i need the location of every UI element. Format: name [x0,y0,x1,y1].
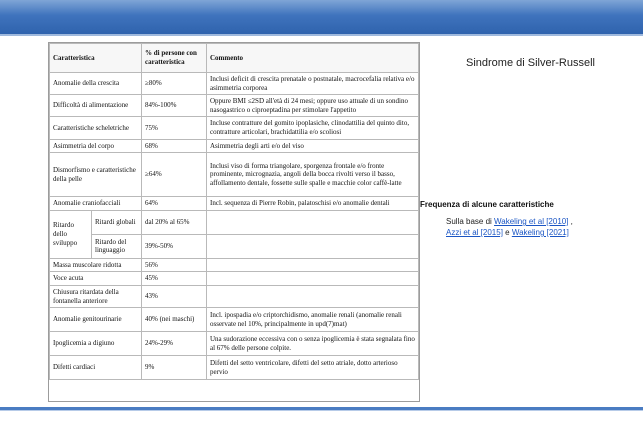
row-percent: 56% [142,258,207,272]
table-row [50,153,419,197]
row-comment: Oppure BMI ≤2SD all'età di 24 mesi; oppure uso attuale di un sondino nasogastrico o ciproeptadina per stimolare l'appetito [207,95,419,117]
row-percent: 24%-29% [142,332,207,356]
table-row [50,308,419,332]
row-comment: Incl. sequenza di Pierre Robin, palatoschisi e/o anomalie dentali [207,197,419,211]
row-percent: 64% [142,197,207,211]
table-row [50,258,419,272]
table-header-row [50,44,419,73]
row-feature: Difficoltà di alimentazione [50,95,142,117]
header-feature: Caratteristica [50,44,142,73]
row-percent: 9% [142,356,207,380]
row-feature: Anomalie della crescita [50,73,142,95]
side-heading: Frequenza di alcune caratteristiche [420,200,554,209]
row-comment: Asimmetria degli arti e/o del viso [207,139,419,153]
row-comment [207,258,419,272]
table-row [50,139,419,153]
row-comment [207,272,419,286]
row-comment: Incluse contratture del gomito ipoplasiche, clinodattilia del quinto dito, contratture articolari, brachidattilia e/o scoliosi [207,117,419,139]
title-bar [0,0,643,34]
row-comment: Incl. ipospadia e/o criptorchidismo, anomalie renali (anomalie renali osservate nel 10%, principalmente in upd(7)mat) [207,308,419,332]
link-wakeling-2010[interactable]: Wakeling et al [2010] [494,217,569,226]
footer-divider-light [0,410,643,411]
row-comment [207,210,419,234]
table-row [50,95,419,117]
row-feature: Dismorfismo e caratteristiche della pelle [50,153,142,197]
delay-sub-language: Ritardo del linguaggio [92,234,142,258]
delay-pct-global: dal 20% al 65% [142,210,207,234]
features-table [49,43,419,380]
delay-sub-global: Ritardi globali [92,210,142,234]
link-azzi-2015[interactable]: Azzi et al [2015] [446,228,503,237]
row-percent: 43% [142,285,207,307]
header-percent: % di persone con caratteristica [142,44,207,73]
table-row [50,332,419,356]
link-wakeling-2021[interactable]: Wakeling [2021] [511,228,569,237]
source-prefix: Sulla base di [446,217,495,226]
source-sep1: , [568,217,573,226]
table-row [50,210,419,234]
row-comment: Difetti del setto ventricolare, difetti del setto atriale, dotto arterioso pervio [207,356,419,380]
row-feature: Massa muscolare ridotta [50,258,142,272]
row-feature: Difetti cardiaci [50,356,142,380]
row-feature: Voce acuta [50,272,142,286]
delay-label: Ritardo dello sviluppo [50,210,92,258]
source-citation [446,216,626,238]
row-percent: 84%-100% [142,95,207,117]
row-percent: 45% [142,272,207,286]
row-percent: 40% (nei maschi) [142,308,207,332]
delay-pct-language: 39%-50% [142,234,207,258]
row-comment: Inclusi viso di forma triangolare, sporgenza frontale e/o fronte prominente, micrognazia, angoli della bocca rivolti verso il basso, affollamento dentale, fossette sulle spalle e macchie color caffè-latte [207,153,419,197]
row-comment: Inclusi deficit di crescita prenatale o postnatale, macrocefalia relativa e/o asimmetria corporea [207,73,419,95]
row-feature: Anomalie genitourinarie [50,308,142,332]
row-feature: Chiusura ritardata della fontanella anteriore [50,285,142,307]
row-percent: ≥64% [142,153,207,197]
table-row [50,285,419,307]
table-row [50,234,419,258]
row-comment [207,285,419,307]
row-feature: Asimmetria del corpo [50,139,142,153]
row-percent: 75% [142,117,207,139]
header-divider [0,34,643,36]
row-feature: Caratteristiche scheletriche [50,117,142,139]
features-table-image [48,42,420,402]
table-row [50,117,419,139]
row-comment [207,234,419,258]
row-percent: ≥80% [142,73,207,95]
slide-title: Sindrome di Silver-Russell [466,57,595,69]
table-row [50,272,419,286]
row-percent: 68% [142,139,207,153]
row-feature: Ipoglicemia a digiuno [50,332,142,356]
table-row [50,356,419,380]
table-row [50,197,419,211]
table-row [50,73,419,95]
source-sep2: e [502,228,512,237]
header-comment: Commento [207,44,419,73]
row-feature: Anomalie craniofacciali [50,197,142,211]
row-comment: Una sudorazione eccessiva con o senza ipoglicemia è stata segnalata fino al 67% delle persone colpite. [207,332,419,356]
